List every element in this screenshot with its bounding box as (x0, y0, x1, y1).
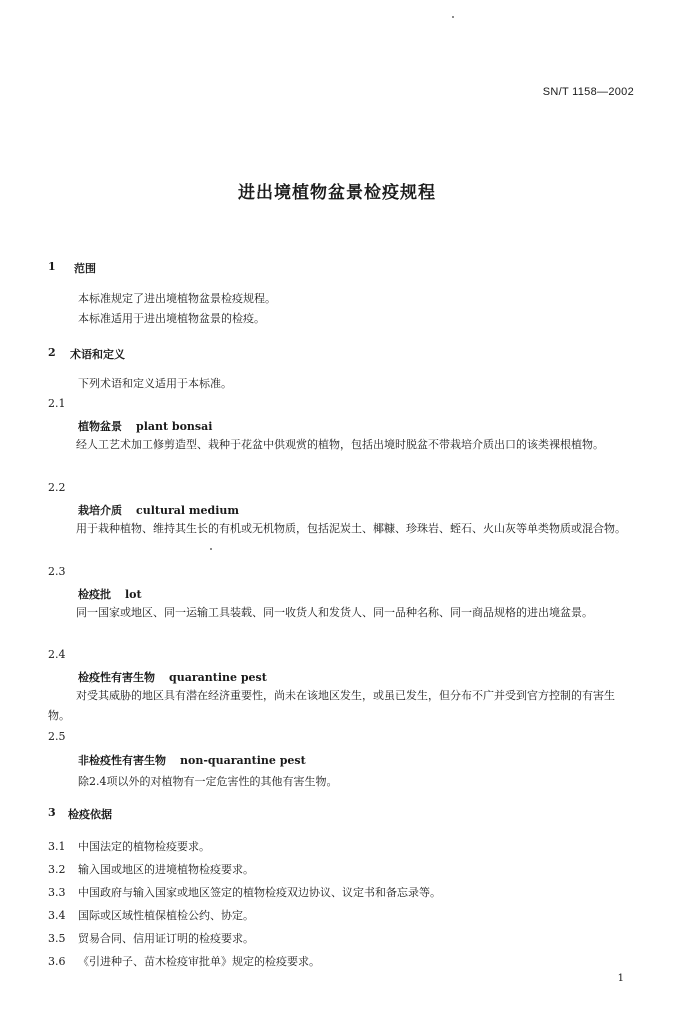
list-item-text: 《引进种子、苗木检疫审批单》规定的检疫要求。 (78, 955, 320, 968)
list-item (48, 930, 254, 946)
term-en: cultural medium (136, 504, 240, 517)
list-item-number: 3.4 (48, 909, 66, 922)
term-cn: 非检疫性有害生物 (78, 754, 166, 767)
term-definition: 经人工艺术加工修剪造型、栽种于花盆中供观赏的植物，包括出境时脱盆不带栽培介质出口的该类裸根植物。 (76, 438, 604, 451)
term-cn: 检疫批 (78, 588, 111, 601)
term-en: lot (125, 588, 142, 601)
term-en: quarantine pest (169, 671, 267, 684)
section-1-number: 1 (48, 260, 56, 273)
term-cn: 栽培介质 (78, 504, 122, 517)
term-number: 2.4 (48, 648, 66, 661)
section-2-intro: 下列术语和定义适用于本标准。 (78, 377, 232, 390)
term-cn: 植物盆景 (78, 420, 122, 433)
list-item-number: 3.5 (48, 932, 66, 945)
list-item (48, 907, 254, 923)
section-2-number: 2 (48, 346, 56, 359)
section-2-heading: 术语和定义 (70, 348, 125, 361)
page-title: 进出境植物盆景检疫规程 (238, 183, 436, 203)
term-heading (78, 586, 142, 602)
term-en: plant bonsai (136, 420, 213, 433)
section-1-heading: 范围 (74, 262, 96, 275)
list-item-number: 3.2 (48, 863, 66, 876)
list-item (48, 838, 210, 854)
term-definition: 除2.4项以外的对植物有一定危害性的其他有害生物。 (78, 775, 338, 788)
term-heading (78, 418, 212, 434)
standard-number: SN/T 1158—2002 (542, 86, 634, 98)
term-heading (78, 752, 306, 768)
list-item (48, 953, 320, 969)
list-item-text: 中国法定的植物检疫要求。 (78, 840, 210, 853)
section-1-line-1: 本标准规定了进出境植物盆景检疫规程。 (78, 292, 276, 305)
scan-speck (210, 548, 212, 550)
term-number: 2.5 (48, 730, 66, 743)
term-heading (78, 502, 239, 518)
list-item (48, 884, 441, 900)
term-heading (78, 669, 267, 685)
list-item-number: 3.6 (48, 955, 66, 968)
list-item-text: 输入国或地区的进境植物检疫要求。 (78, 863, 254, 876)
section-3-heading: 检疫依据 (68, 808, 112, 821)
scan-speck (452, 16, 454, 18)
term-number: 2.1 (48, 397, 66, 410)
section-1-line-2: 本标准适用于进出境植物盆景的检疫。 (78, 312, 265, 325)
list-item-number: 3.1 (48, 840, 66, 853)
term-en: non-quarantine pest (180, 754, 306, 767)
list-item-text: 国际或区域性植保植检公约、协定。 (78, 909, 254, 922)
term-definition: 用于栽种植物、维持其生长的有机或无机物质，包括泥炭土、椰糠、珍珠岩、蛭石、火山灰等单类物质或混合物。 (76, 522, 626, 535)
list-item-number: 3.3 (48, 886, 66, 899)
list-item (48, 861, 254, 877)
term-number: 2.2 (48, 481, 66, 494)
term-definition: 对受其威胁的地区具有潜在经济重要性，尚未在该地区发生，或虽已发生，但分布不广并受到官方控制的有害生物。 (48, 689, 615, 722)
term-number: 2.3 (48, 565, 66, 578)
list-item-text: 中国政府与输入国家或地区签定的植物检疫双边协议、议定书和备忘录等。 (78, 886, 441, 899)
term-definition: 同一国家或地区、同一运输工具装载、同一收货人和发货人、同一品种名称、同一商品规格的进出境盆景。 (76, 606, 593, 619)
term-cn: 检疫性有害生物 (78, 671, 155, 684)
list-item-text: 贸易合同、信用证订明的检疫要求。 (78, 932, 254, 945)
page-number: 1 (617, 973, 624, 984)
section-3-number: 3 (48, 806, 56, 819)
